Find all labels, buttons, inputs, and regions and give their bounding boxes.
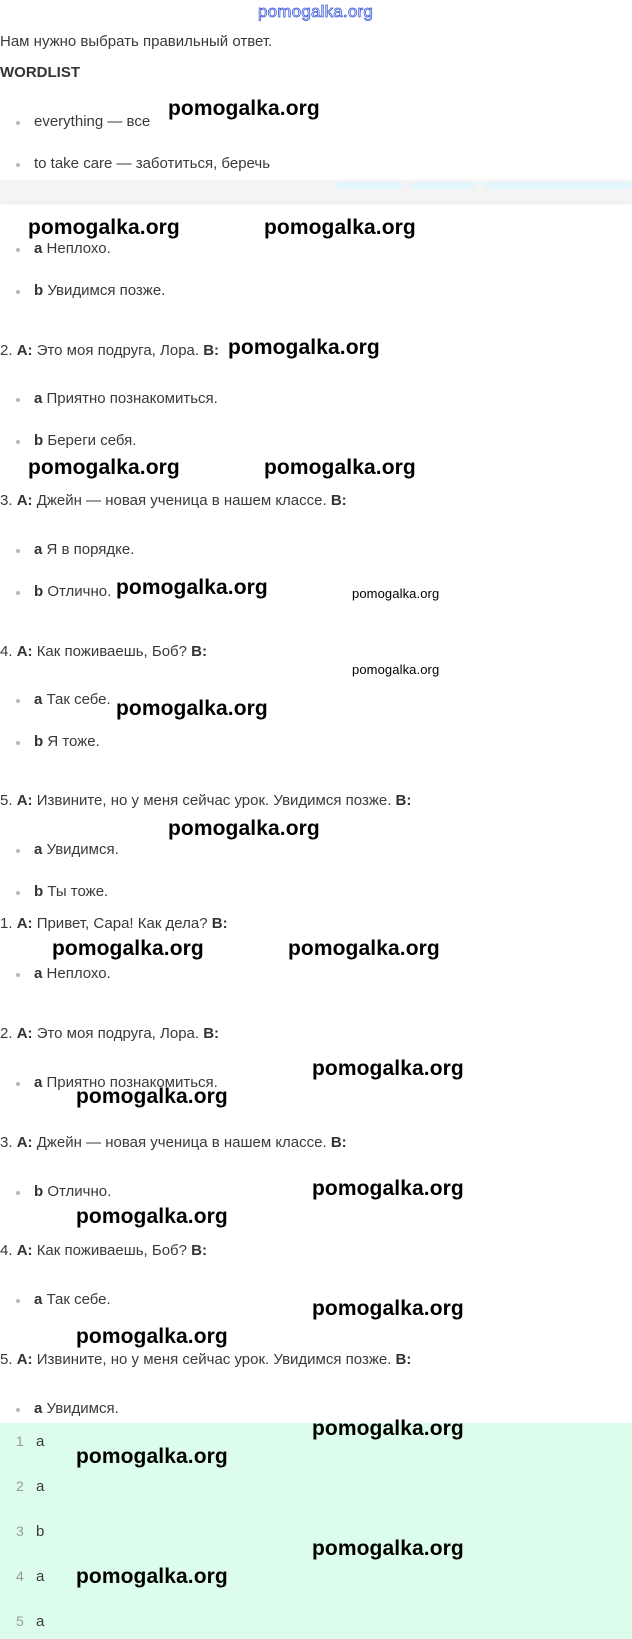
- toolbar-pill[interactable]: [484, 182, 632, 189]
- solution-answer: a Приятно познакомиться.: [0, 1074, 218, 1091]
- solution-answer: a Так себе.: [0, 1291, 111, 1308]
- question-3: 3. A: Джейн — новая ученица в нашем классе. B:: [0, 492, 347, 509]
- toolbar-pill[interactable]: [336, 182, 402, 189]
- option-item: b Увидимся позже.: [0, 282, 165, 299]
- question-4: 4. A: Как поживаешь, Боб? B:: [0, 643, 207, 660]
- solution-answer: b Отлично.: [0, 1183, 111, 1200]
- wordlist-title: WORDLIST: [0, 64, 80, 81]
- solution-question-4: 4. A: Как поживаешь, Боб? B:: [0, 1242, 207, 1259]
- solution-answer: a Неплохо.: [0, 965, 111, 982]
- option-item: a Увидимся.: [0, 841, 119, 858]
- option-item: b Ты тоже.: [0, 883, 108, 900]
- watermark: pomogalka.org: [76, 1325, 228, 1348]
- option-item: a Я в порядке.: [0, 541, 134, 558]
- watermark: pomogalka.org: [168, 97, 320, 120]
- watermark: pomogalka.org: [312, 1537, 464, 1560]
- wordlist-item: everything — все: [0, 113, 150, 130]
- solution-question-2: 2. A: Это моя подруга, Лора. B:: [0, 1025, 220, 1042]
- watermark: pomogalka.org: [264, 456, 416, 479]
- solution-question-3: 3. A: Джейн — новая ученица в нашем классе. B:: [0, 1134, 347, 1151]
- intro-text: Нам нужно выбрать правильный ответ.: [0, 33, 273, 50]
- watermark: pomogalka.org: [264, 216, 416, 239]
- solution-question-1: 1. A: Привет, Сара! Как дела? B:: [0, 915, 228, 932]
- watermark: pomogalka.org: [76, 1205, 228, 1228]
- question-5: 5. A: Извините, но у меня сейчас урок. Увидимся позже. B:: [0, 792, 412, 809]
- option-item: b Береги себя.: [0, 432, 136, 449]
- watermark: pomogalka.org: [352, 586, 440, 601]
- watermark: pomogalka.org: [116, 697, 268, 720]
- option-item: a Так себе.: [0, 691, 111, 708]
- watermark: pomogalka.org: [312, 1297, 464, 1320]
- toolbar-pill[interactable]: [410, 182, 476, 189]
- solution-answer: a Увидимся.: [0, 1400, 119, 1417]
- wordlist-item: to take care — заботиться, беречь: [0, 155, 270, 172]
- watermark: pomogalka.org: [28, 216, 180, 239]
- watermark: pomogalka.org: [228, 336, 380, 359]
- option-item: b Отлично.: [0, 583, 111, 600]
- site-logo[interactable]: pomogalka.org: [258, 2, 374, 21]
- watermark: pomogalka.org: [312, 1417, 464, 1440]
- watermark: pomogalka.org: [168, 817, 320, 840]
- answer-key: 1 a 2 a 3 b 4 a 5 a: [0, 1423, 632, 1639]
- watermark: pomogalka.org: [76, 1445, 228, 1468]
- watermark: pomogalka.org: [352, 662, 440, 677]
- watermark: pomogalka.org: [76, 1085, 228, 1108]
- solution-question-5: 5. A: Извините, но у меня сейчас урок. Увидимся позже. B:: [0, 1351, 412, 1368]
- watermark: pomogalka.org: [116, 576, 268, 599]
- watermark: pomogalka.org: [76, 1565, 228, 1588]
- option-item: a Неплохо.: [0, 240, 111, 257]
- option-item: b Я тоже.: [0, 733, 100, 750]
- option-item: a Приятно познакомиться.: [0, 390, 218, 407]
- watermark: pomogalka.org: [52, 937, 204, 960]
- watermark: pomogalka.org: [28, 456, 180, 479]
- watermark: pomogalka.org: [288, 937, 440, 960]
- watermark: pomogalka.org: [312, 1057, 464, 1080]
- question-2: 2. A: Это моя подруга, Лора. B:: [0, 342, 220, 359]
- watermark: pomogalka.org: [312, 1177, 464, 1200]
